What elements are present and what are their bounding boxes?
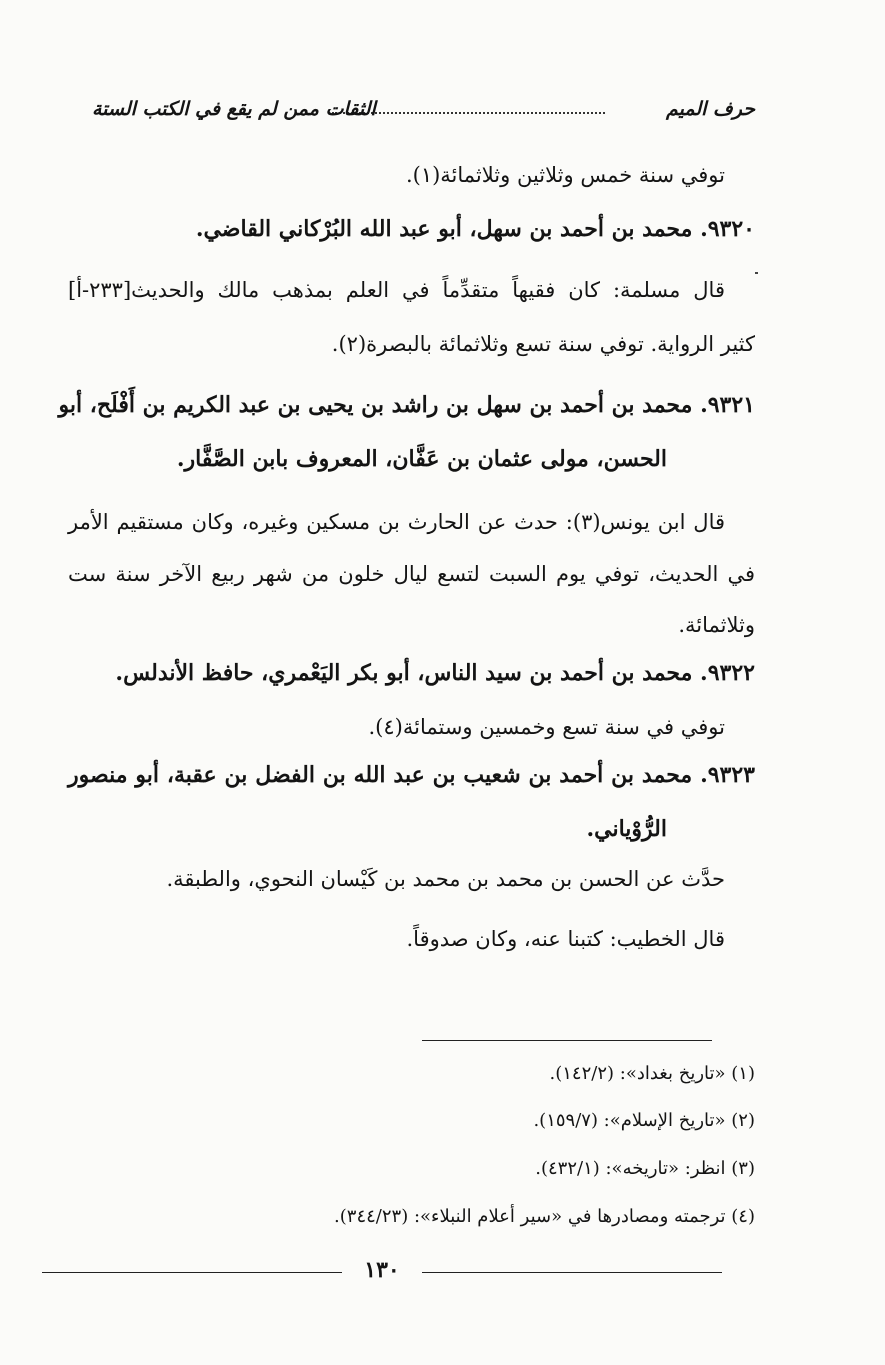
- footnote-2: (٢) «تاريخ الإسلام»: (١٥٩/٧).: [533, 1110, 755, 1131]
- footnote-3: (٣) انظر: «تاريخه»: (٤٣٢/١).: [535, 1158, 755, 1179]
- text-line: في الحديث، توفي يوم السبت لتسع ليال خلون من شهر ربيع الآخر سنة ست: [68, 562, 755, 586]
- entry-heading-9321: ٩٣٢١. محمد بن أحمد بن سهل بن راشد بن يحيى بن عبد الكريم بن أَفْلَح، أبو: [58, 392, 755, 418]
- entry-heading-9323-cont: الرُّوْياني.: [586, 816, 667, 842]
- entry-heading-9320: ٩٣٢٠. محمد بن أحمد بن سهل، أبو عبد الله البُرْكاني القاضي.: [195, 216, 755, 242]
- text-line: توفي سنة خمس وثلاثين وثلاثمائة(١).: [405, 163, 725, 187]
- header-book-title: الثقات ممن لم يقع في الكتب الستة: [92, 98, 376, 120]
- text-line: قال الخطيب: كتبنا عنه، وكان صدوقاً.: [406, 927, 725, 951]
- footnote-separator: [422, 1040, 712, 1041]
- text-line: قال مسلمة: كان فقيهاً متقدِّماً في العلم بمذهب مالك والحديث[٢٣٣-أ]: [68, 278, 725, 302]
- footnote-4: (٤) ترجمته ومصادرها في «سير أعلام النبلاء»: (٣٤٤/٢٣).: [334, 1206, 755, 1227]
- entry-heading-9323: ٩٣٢٣. محمد بن أحمد بن شعيب بن عبد الله بن الفضل بن عقبة، أبو منصور: [68, 762, 755, 788]
- footnote-1: (١) «تاريخ بغداد»: (١٤٢/٢).: [549, 1063, 755, 1084]
- header-section-title: حرف الميم: [666, 98, 755, 120]
- text-line: وثلاثمائة.: [678, 613, 755, 637]
- text-line: توفي في سنة تسع وخمسين وستمائة(٤).: [368, 715, 725, 739]
- text-line: حدَّث عن الحسن بن محمد بن محمد بن كَيْسان النحوي، والطبقة.: [166, 867, 725, 891]
- text-line: قال ابن يونس(٣): حدث عن الحارث بن مسكين وغيره، وكان مستقيم الأمر: [68, 510, 725, 534]
- page-number: ١٣٠: [342, 1252, 422, 1288]
- text-line: كثير الرواية. توفي سنة تسع وثلاثمائة بالبصرة(٢).: [331, 332, 755, 356]
- entry-heading-9322: ٩٣٢٢. محمد بن أحمد بن سيد الناس، أبو بكر اليَعْمري، حافظ الأندلس.: [115, 660, 755, 686]
- running-header: [92, 98, 755, 132]
- entry-heading-9321-cont: الحسن، مولى عثمان بن عَفَّان، المعروف بابن الصَّفَّار.: [176, 446, 667, 472]
- margin-mark: [755, 272, 758, 274]
